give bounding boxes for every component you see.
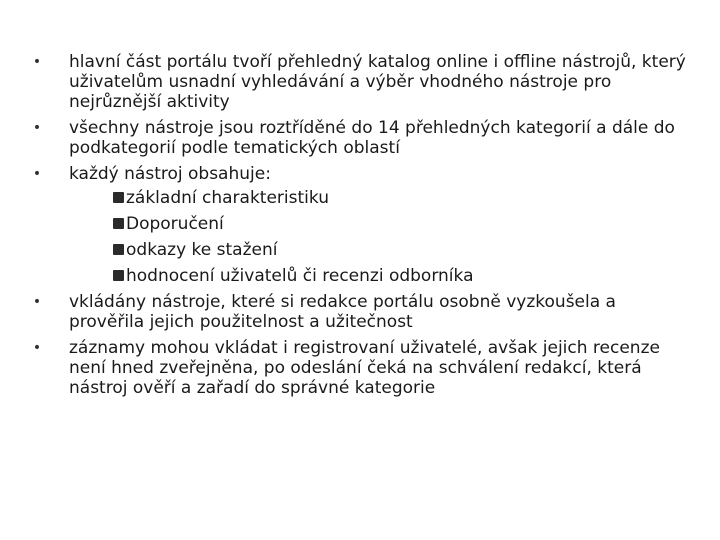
sub-item-text: odkazy ke stažení [126, 240, 278, 260]
bullet-text: všechny nástroje jsou roztříděné do 14 přehledných kategorií a dále do podkategorií podle tematických oblastí [69, 118, 675, 158]
bullet-dot-icon: • [32, 120, 42, 136]
bullet-text: vkládány nástroje, které si redakce portálu osobně vyzkoušela a prověřila jejich použitelnost a užitečnost [69, 292, 616, 332]
square-checkbox-icon [113, 270, 124, 281]
bullet-item-catalog [30, 52, 690, 112]
sub-item-text: základní charakteristiku [126, 188, 329, 208]
bullet-item-tool-contents [30, 164, 690, 286]
bullet-text: záznamy mohou vkládat i registrovaní uživatelé, avšak jejich recenze není hned zveřejněna, po odeslání čeká na schválení redakcí, která nástroj ověří a zařadí do správné kategorie [69, 338, 660, 398]
sub-bullet-list [69, 188, 690, 286]
sub-item-text: Doporučení [126, 214, 224, 234]
bullet-dot-icon: • [32, 54, 42, 70]
bullet-item-categories [30, 118, 690, 158]
sub-item-recommendation [73, 214, 690, 234]
bullet-dot-icon: • [32, 166, 42, 182]
square-checkbox-icon [113, 192, 124, 203]
bullet-item-user-entries [30, 338, 690, 398]
sub-item-characteristics [73, 188, 690, 208]
bullet-dot-icon: • [32, 294, 42, 310]
square-checkbox-icon [113, 218, 124, 229]
sub-item-download-links [73, 240, 690, 260]
bullet-text: každý nástroj obsahuje: [69, 164, 271, 184]
sub-item-text: hodnocení uživatelů či recenzi odborníka [126, 266, 474, 286]
bullet-list [30, 52, 690, 404]
bullet-item-tested-tools [30, 292, 690, 332]
square-checkbox-icon [113, 244, 124, 255]
bullet-text: hlavní část portálu tvoří přehledný katalog online i offline nástrojů, který uživatelům usnadní vyhledávání a výběr vhodného nástroje pro nejrůznější aktivity [69, 52, 686, 112]
sub-item-ratings [73, 266, 690, 286]
bullet-dot-icon: • [32, 340, 42, 356]
